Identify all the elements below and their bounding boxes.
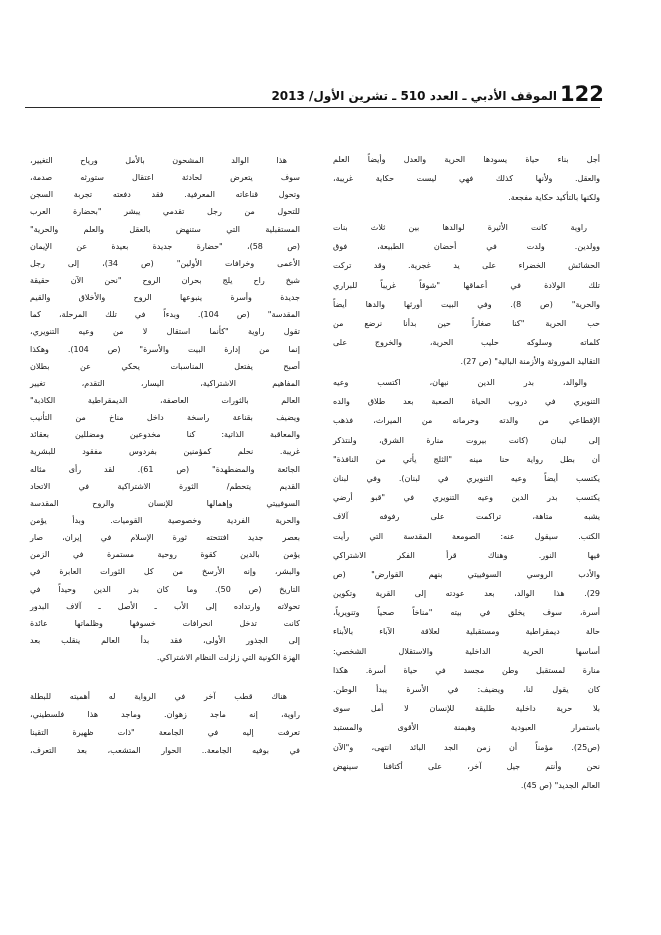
- text-line: يشبه متاهة، تراكمت على رفوفه آلاف: [333, 512, 600, 522]
- text-line: يكتسب بدر الدين وعيه التنويري في "قبو أرضي: [333, 493, 600, 503]
- paragraph: [333, 373, 600, 795]
- text-line: والحرية الفردية وخصوصية القوميات. وبدأ يؤمن: [30, 515, 300, 525]
- text-line: يكتسب أيضاً وعيه التنويري في لبنان). وفي لبنان: [333, 473, 600, 483]
- text-line: إنما من إدارة البيت والأسرة" (ص 104). وهكذا: [30, 344, 300, 354]
- text-line: إلى لبنان (كانت بيروت منارة الشرق، ولنتذكر: [333, 435, 600, 445]
- text-line: والأدب الروسي السوفييتي بنهم القوارض" (ص: [333, 569, 600, 579]
- text-line: جديدة وأسرة ينبوعها الروح والأخلاق والقيم: [30, 293, 300, 303]
- text-line: التقاليد الموروثة والأزمنة البالية" (ص 27).: [460, 357, 600, 367]
- text-line: بعصر جديد افتتحته ثورة الإسلام في إيران، صار: [30, 533, 300, 543]
- text-line: وتحول قناعاته المعرفية. فقد دفعته تجربة السجن: [30, 190, 300, 200]
- paragraph: [30, 152, 300, 666]
- paragraph: [333, 150, 600, 208]
- text-line: الهزة الكونية التي زلزلت النظام الاشتراكي.: [156, 653, 300, 663]
- text-line: هذا الوالد المشحون بالأمل ورياح التغيير،: [30, 156, 287, 165]
- text-line: هناك قطب آخر في الرواية له أهميته للبطلة: [30, 692, 287, 701]
- text-line: الإقطاعي من والدته وحرمانه من الميراث، فذهب: [333, 416, 600, 426]
- text-line: راوية كانت الأثيرة لوالدها بين ثلاث بنات: [333, 223, 587, 232]
- text-line: راوية، إنه ماجد زهوان. وماجد هذا فلسطيني،: [30, 710, 300, 719]
- header-rule: [25, 107, 600, 108]
- text-line: أن بطل رواية حنا مينه "الثلج يأتي من النافذة": [333, 454, 600, 464]
- text-line: المقدسة" (ص 104). وبدءاً في تلك المرحلة، كما: [30, 310, 300, 320]
- text-line: وولدين. ولدت في أحضان الطبيعة، فوق: [333, 242, 600, 252]
- running-header: الموقف الأدبي ـ العدد 510 ـ تشرين الأول/ 2013: [271, 89, 557, 103]
- text-line: غريبة. نحلم كمؤمنين بفردوس مفقود للبشرية: [30, 447, 300, 457]
- page-number: 122: [560, 82, 604, 106]
- text-line: كانت تدخل انحرافات خسوفها وظلماتها عائدة: [30, 618, 300, 628]
- text-line: والمعاقبة الذاتية: كنا مخدوعين ومضللين بعقائد: [30, 430, 300, 440]
- text-line: المفاهيم الاشتراكية، اليسار، التقدم، تغيير: [30, 378, 300, 388]
- text-line: يؤمن بالدين كقوة روحية مستمرة في الزمن: [30, 550, 300, 560]
- text-line: بلا حرية داخلية طليقة للإنسان لا أمل سوى: [333, 704, 600, 714]
- text-line: حب الحرية "كنا صغاراً حين بدأنا نرضع من: [333, 318, 600, 328]
- text-line: أساسها الحرية الداخلية والاستقلال الشخصي:: [333, 646, 600, 656]
- text-line: والوالد، بدر الدين نبهان، اكتسب وعيه: [333, 378, 587, 387]
- text-line: منارة لمستقبل وطن مجسد في حياة أسرة. هكذا: [333, 665, 600, 675]
- text-line: (ص25). مؤمناً أن زمن الجد البائد انتهى، و"الآن: [333, 742, 600, 752]
- text-line: 29). هذا الوالد، بعد عودته إلى القرية وتكوين: [333, 589, 600, 599]
- text-line: شيخ راح يلج بحران الروح "نحن الآن حقيقة: [30, 275, 300, 285]
- text-line: في بوفيه الجامعة.. الحوار المتشعب، بعد التعرف،: [30, 746, 300, 755]
- paragraph: [333, 218, 600, 372]
- text-line: أسرة، سوف يخلق في بيته "مناخاً صحياً وتنويرياً،: [333, 608, 600, 618]
- text-line: سوف يتعرض لحادثة اعتقال ستورثه صدمة،: [30, 173, 300, 183]
- text-line: تعرفت إليه في الجامعة "ذات ظهيرة التقينا: [30, 728, 300, 737]
- text-line: تقول راوية "كأنما استقال لا من وعيه التنويري،: [30, 327, 300, 337]
- text-line: والحرية" (ص 8). وفي البيت أورثها والدها أيضاً: [333, 299, 600, 309]
- text-line: حالة ديمقراطية ومستقبلية لعلاقة الآباء بالأبناء: [333, 627, 600, 637]
- paragraph: [30, 688, 300, 760]
- text-line: تحولاته وارتداده إلى الأب ـ الأصل ـ آلاف البدور: [30, 601, 300, 611]
- text-line: إلى الجذور الأولى، فقد بدأ العالم ينقلب بعد: [30, 635, 300, 645]
- text-line: أصبح يفتعل المناسبات يحكي عن بطلان: [30, 361, 300, 371]
- text-line: السوفييتي وإهمالها للإنسان والروح المقدسة: [30, 498, 300, 508]
- text-line: المستقبلية التي ستنهض بالعقل والعلم والحرية": [30, 224, 300, 234]
- text-line: تلك الولادة في أعماقها "شوقاً غريباً للبراري: [333, 280, 600, 290]
- text-line: الأعمى وخرافات الأولين" (ص 34)، إلى رجل: [30, 258, 301, 268]
- text-line: أجل بناء حياة يسودها الحرية والعدل وأيضاً العلم: [333, 155, 600, 164]
- text-line: فيها النور. وهناك قرأ الفكر الاشتراكي: [333, 550, 600, 560]
- text-line: القديم يتحطم/ الثورة الاشتراكية في الاتحاد: [30, 481, 300, 491]
- text-line: العالم بالثورات العاصفة، الديمقراطية الكاذبة": [30, 395, 300, 405]
- text-line: نحن وأنتم جيل آخر، على أكتافنا سينهض: [333, 761, 600, 771]
- text-line: كلماته وسلوكه حليب الحرية، والخروج على: [333, 338, 600, 348]
- text-line: باستمرار العبودية وهيمنة الأقوى والمستبد: [333, 723, 600, 733]
- text-line: التنويري في دروب الحياة الصعبة بعد طلاق والده: [333, 397, 600, 407]
- text-line: ولكنها بالتأكيد حكاية مفجعة.: [508, 193, 600, 203]
- text-line: (ص 58)، "حضارة جديدة بعيدة عن الإيمان: [30, 241, 300, 251]
- text-line: كان يقول لنا، ويضيف: في الأسرة يبدأ الوطن.: [333, 685, 600, 694]
- text-line: العالم الجديد" (ص 45).: [520, 780, 600, 790]
- text-line: الحشائش الخضراء على يد غجرية. وقد تركت: [333, 261, 600, 271]
- text-line: الكتب. سيقول عنه: الصومعة المقدسة التي رأيت: [333, 531, 600, 541]
- text-line: للتحول من رجل تقدمي يبشر "بحضارة العرب: [30, 207, 300, 217]
- text-line: والبشر، وإنه الأرسخ من كل الثورات العابرة في: [30, 567, 300, 577]
- text-line: والعقل. ولأنها كذلك فهي ليست حكاية غريبة،: [333, 174, 600, 184]
- text-line: الجائعة والمضطهدة" (ص 61). لقد رأى مثاله: [30, 464, 300, 474]
- text-line: ويضيف بقناعة راسخة داخل مناخ من التأنيب: [30, 413, 300, 423]
- text-line: التاريخ (ص 50). وما كان بدر الدين وحيداً في: [30, 584, 300, 594]
